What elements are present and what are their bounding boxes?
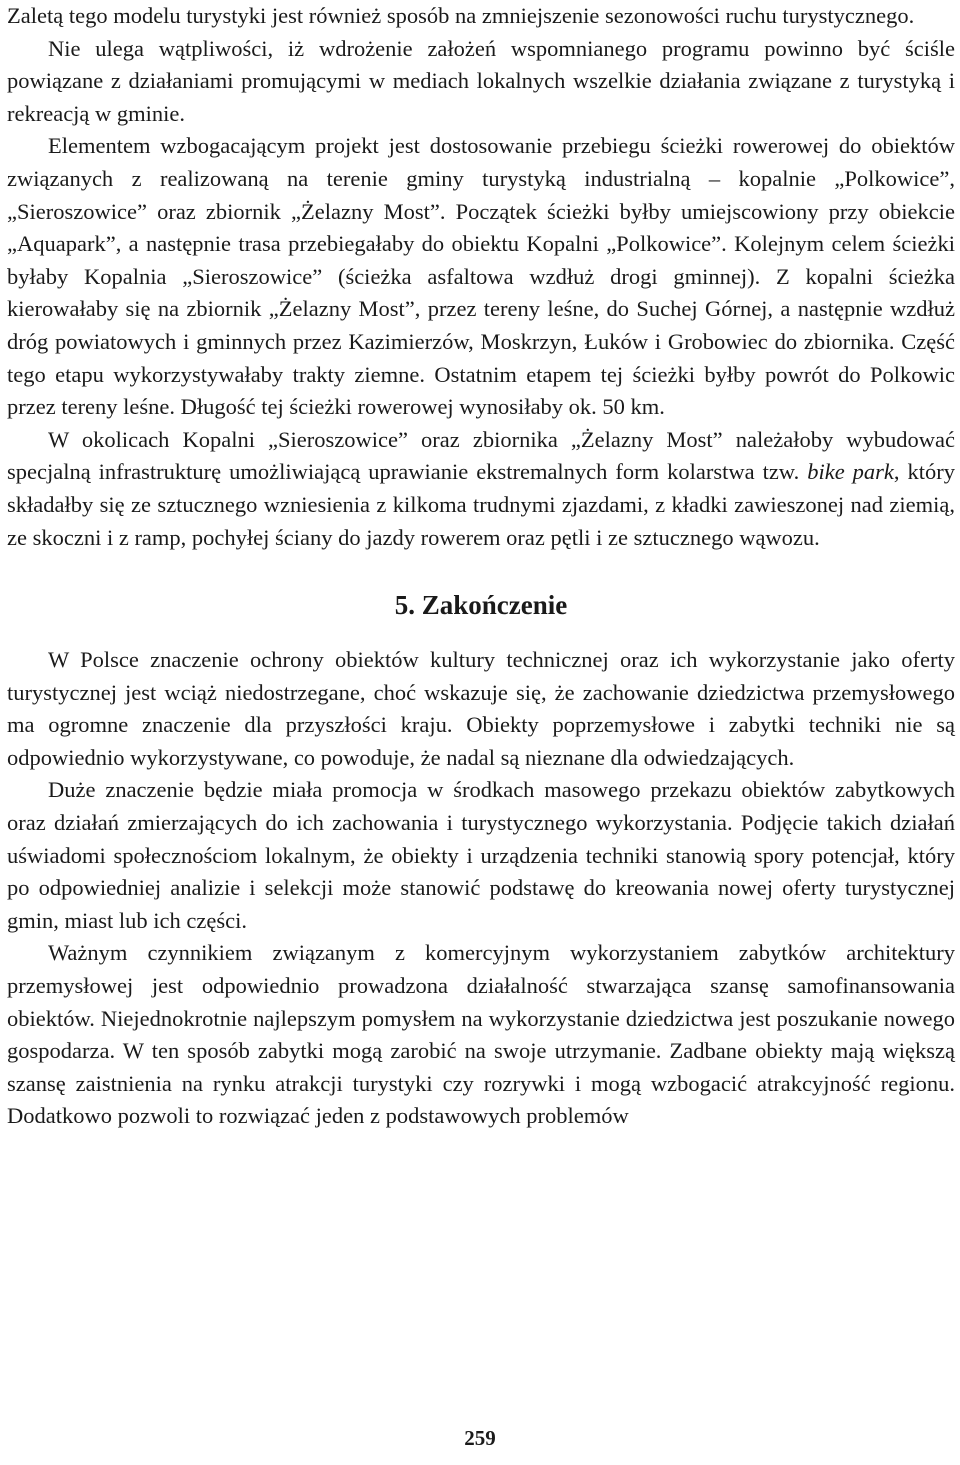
paragraph-conclusion-3: Ważnym czynnikiem związanym z komercyjnym wykorzystaniem zabytków architektury przemysłowej jest odpowiednio prowadzona działalność stwarzająca szansę samofinansowania obiektów. Niejednokrotnie najlepszym pomysłem na wykorzystanie dziedzictwa jest poszukanie nowego gospodarza. W ten sposób zabytki mogą zarobić na swoje utrzymanie. Zadbane obiekty mają większą szansę zaistnienia na rynku atrakcji turystyki czy rozrywki i mogą wzbogacić atrakcyjność regionu. Dodatkowo pozwoli to rozwiązać jeden z podstawowych problemów	[7, 940, 955, 1129]
paragraph-bike-path: Elementem wzbogacającym projekt jest dostosowanie przebiegu ścieżki rowerowej do obiektów związanych z realizowaną na terenie gminy turystyką industrialną – kopalnie „Polkowice”, „Sieroszowice” oraz zbiornik „Żelazny Most”. Początek ścieżki byłby umiejscowiony przy obiekcie „Aquapark”, a następnie trasa przebiegałaby do obiektu Kopalni „Polkowice”. Kolejnym celem ścieżki byłaby Kopalnia „Sieroszowice” (ścieżka asfaltowa wzdłuż drogi gminnej). Z kopalni ścieżka kierowałaby się na zbiornik „Żelazny Most”, przez tereny leśne, do Suchej Górnej, a następnie wzdłuż dróg powiatowych i gminnych przez Kazimierzów, Moskrzyn, Łuków i Grobowiec do zbiornika. Część tego etapu wykorzystywałaby trakty ziemne. Ostatnim etapem tej ścieżki byłby powrót do Polkowic przez tereny leśne. Długość tej ścieżki rowerowej wynosiłaby ok. 50 km.	[7, 133, 955, 420]
paragraph-conclusion-1: W Polsce znaczenie ochrony obiektów kultury technicznej oraz ich wykorzystanie jako oferty turystycznej jest wciąż niedostrzegane, choć wskazuje się, że zachowanie dziedzictwa przemysłowego ma ogromne znaczenie dla przyszłości kraju. Obiekty poprzemysłowe i zabytki techniki nie są odpowiednio wykorzystywane, co powoduje, że nadal są nieznane dla odwiedzających.	[7, 647, 955, 770]
page-body	[7, 0, 955, 1133]
paragraph-conclusion-2: Duże znaczenie będzie miała promocja w środkach masowego przekazu obiektów zabytkowych oraz działań zmierzających do ich zachowania i turystycznego wykorzystania. Podjęcie takich działań uświadomi społecznościom lokalnym, że obiekty i urządzenia techniki stanowią spory potencjał, który po odpowiedniej analizie i selekcji może stanowić podstawę do kreowania nowej oferty turystycznej gmin, miast lub ich części.	[7, 777, 955, 933]
paragraph-media-promotion: Nie ulega wątpliwości, iż wdrożenie założeń wspomnianego programu powinno być ściśle powiązane z działaniami promującymi w mediach lokalnych wszelkie działania związane z turystyką i rekreacją w gminie.	[7, 35, 955, 126]
bike-park-text-after: , który składałby się ze sztucznego wzniesienia z kilkoma trudnymi zjazdami, z kładki zawieszonej nad ziemią, ze skoczni i z ramp, pochyłej ściany do jazdy rowerem oraz pętli i ze sztucznego wąwozu.	[7, 459, 956, 550]
section-heading: 5. Zakończenie	[394, 590, 568, 621]
page-number: 259	[464, 1426, 496, 1450]
bike-park-italic-term: bike park	[807, 459, 894, 485]
bike-park-text-before: W okolicach Kopalni „Sieroszowice” oraz zbiornika „Żelazny Most” należałoby wybudować specjalną infrastrukturę umożliwiającą uprawianie ekstremalnych form kolarstwa tzw.	[7, 426, 955, 485]
paragraph-seasonality: Zaletą tego modelu turystyki jest również sposób na zmniejszenie sezonowości ruchu turystycznego.	[7, 3, 915, 28]
paragraph-bike-park	[7, 424, 955, 554]
